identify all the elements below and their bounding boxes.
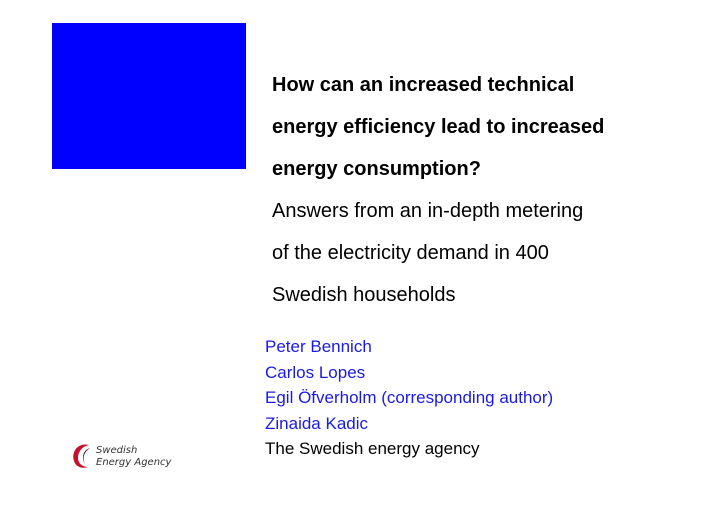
title-line-1: How can an increased technical [272, 74, 575, 96]
logo-swoosh-dark [83, 448, 90, 464]
subtitle-line-3: Swedish households [272, 284, 456, 306]
author-name: Peter Bennich [265, 337, 372, 356]
blue-block [52, 23, 246, 169]
agency-logo [70, 438, 170, 474]
title-line-2: energy efficiency lead to increased [272, 116, 605, 138]
logo-swoosh-red [73, 444, 89, 467]
logo-text-line-2: Energy Agency [96, 457, 172, 468]
author-name: Carlos Lopes [265, 362, 366, 382]
title-line-3: energy consumption? [272, 158, 481, 180]
subtitle-line-1: Answers from an in-depth metering [272, 200, 584, 222]
presentation-title [272, 64, 702, 316]
author-name: Egil Öfverholm (corresponding author) [265, 388, 554, 407]
author-name: Zinaida Kadic [265, 413, 369, 433]
subtitle-line-2: of the electricity demand in 400 [272, 242, 549, 264]
logo-text-line-1: Swedish [96, 445, 138, 456]
author-list [265, 334, 553, 462]
organization-name: The Swedish energy agency [265, 439, 480, 458]
swedish-energy-agency-logo-icon [70, 438, 96, 474]
